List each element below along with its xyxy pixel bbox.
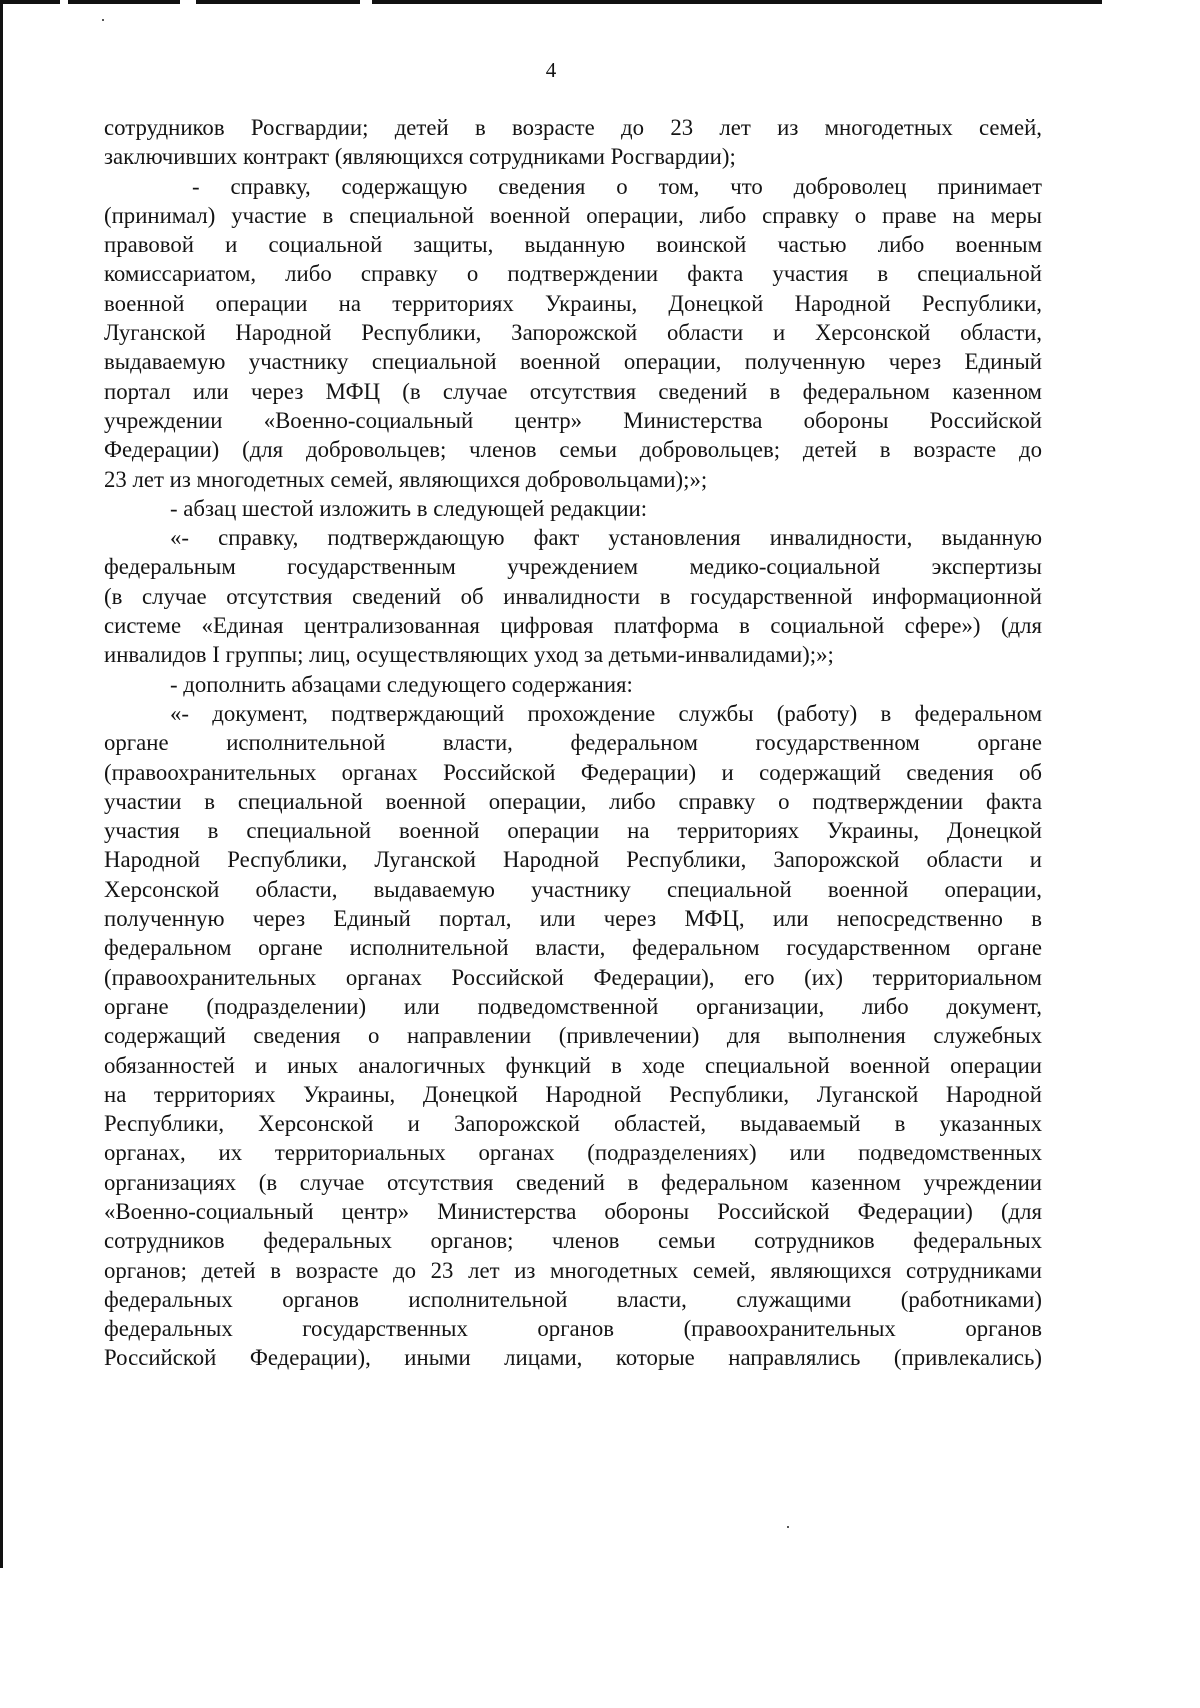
text-line: Федерации) (для добровольцев; членов семьи добровольцев; детей в возрасте до bbox=[104, 437, 1042, 463]
text-line: военной операции на территориях Украины, Донецкой Народной Республики, bbox=[104, 290, 1042, 316]
text-line: портал или через МФЦ (в случае отсутствия сведений в федеральном казенном bbox=[104, 378, 1042, 404]
text-line: правовой и социальной защиты, выданную воинской частью либо военным bbox=[104, 232, 1042, 258]
text-line: сотрудников федеральных органов; членов семьи сотрудников федеральных bbox=[104, 1228, 1042, 1254]
text-line: системе «Единая централизованная цифровая платформа в социальной сфере») (для bbox=[104, 613, 1042, 639]
text-line: сотрудников Росгвардии; детей в возрасте до 23 лет из многодетных семей, bbox=[104, 115, 1042, 140]
text-line: обязанностей и иных аналогичных функций в ходе специальной военной операции bbox=[104, 1052, 1042, 1078]
text-line: органе (подразделении) или подведомственной организации, либо документ, bbox=[104, 993, 1042, 1019]
page-number: 4 bbox=[545, 58, 557, 82]
text-line: - справку, содержащую сведения о том, что доброволец принимает bbox=[192, 173, 1042, 199]
text-line: учреждении «Военно-социальный центр» Министерства обороны Российской bbox=[104, 407, 1042, 433]
text-line: федеральных органов исполнительной власти, служащими (работниками) bbox=[104, 1286, 1042, 1312]
text-line: Российской Федерации), иными лицами, которые направлялись (привлекались) bbox=[104, 1345, 1042, 1371]
text-line: - дополнить абзацами следующего содержания: bbox=[170, 671, 633, 697]
text-line: органе исполнительной власти, федеральном государственном органе bbox=[104, 730, 1042, 756]
text-line: (правоохранительных органах Российской Федерации), его (их) территориальном bbox=[104, 964, 1042, 990]
text-line: комиссариатом, либо справку о подтверждении факта участия в специальной bbox=[104, 261, 1042, 287]
text-line: (правоохранительных органах Российской Федерации) и содержащий сведения об bbox=[104, 759, 1042, 785]
text-line: организациях (в случае отсутствия сведений в федеральном казенном учреждении bbox=[104, 1169, 1042, 1195]
text-line: выдаваемую участнику специальной военной операции, полученную через Единый bbox=[104, 349, 1042, 375]
text-line: содержащий сведения о направлении (привлечении) для выполнения служебных bbox=[104, 1023, 1042, 1049]
text-line: Народной Республики, Луганской Народной Республики, Запорожской области и bbox=[104, 847, 1042, 873]
text-line: «- документ, подтверждающий прохождение службы (работу) в федеральном bbox=[170, 700, 1042, 726]
text-line: федеральных государственных органов (правоохранительных органов bbox=[104, 1316, 1042, 1342]
text-line: «Военно-социальный центр» Министерства обороны Российской Федерации) (для bbox=[104, 1198, 1042, 1224]
text-line: заключивших контракт (являющихся сотрудниками Росгвардии); bbox=[104, 144, 736, 170]
text-line: на территориях Украины, Донецкой Народной Республики, Луганской Народной bbox=[104, 1081, 1042, 1107]
text-line: органов; детей в возрасте до 23 лет из многодетных семей, являющихся сотрудниками bbox=[104, 1257, 1042, 1283]
text-line: органах, их территориальных органах (подразделениях) или подведомственных bbox=[104, 1140, 1042, 1166]
text-line: (в случае отсутствия сведений об инвалидности в государственной информационной bbox=[104, 583, 1042, 609]
text-line: участия в специальной военной операции на территориях Украины, Донецкой bbox=[104, 818, 1042, 844]
text-line: - абзац шестой изложить в следующей редакции: bbox=[170, 495, 648, 521]
text-line: «- справку, подтверждающую факт установления инвалидности, выданную bbox=[170, 525, 1042, 551]
text-line: Республики, Херсонской и Запорожской областей, выдаваемый в указанных bbox=[104, 1111, 1042, 1137]
text-line: инвалидов I группы; лиц, осуществляющих уход за детьми-инвалидами);»; bbox=[104, 642, 834, 668]
document-body bbox=[104, 113, 1042, 1373]
text-line: федеральном органе исполнительной власти, федеральном государственном органе bbox=[104, 935, 1042, 961]
text-line: участии в специальной военной операции, либо справку о подтверждении факта bbox=[104, 788, 1042, 814]
text-line: полученную через Единый портал, или через МФЦ, или непосредственно в bbox=[104, 906, 1042, 932]
text-line: Луганской Народной Республики, Запорожской области и Херсонской области, bbox=[104, 320, 1042, 346]
text-line: (принимал) участие в специальной военной операции, либо справку о праве на меры bbox=[104, 202, 1042, 228]
text-line: Херсонской области, выдаваемую участнику специальной военной операции, bbox=[104, 876, 1042, 902]
text-line: федеральным государственным учреждением медико-социальной экспертизы bbox=[104, 554, 1042, 580]
scan-left-edge bbox=[0, 0, 3, 1568]
text-line: 23 лет из многодетных семей, являющихся добровольцами);»; bbox=[104, 466, 708, 492]
scan-top-edge bbox=[0, 0, 1102, 4]
